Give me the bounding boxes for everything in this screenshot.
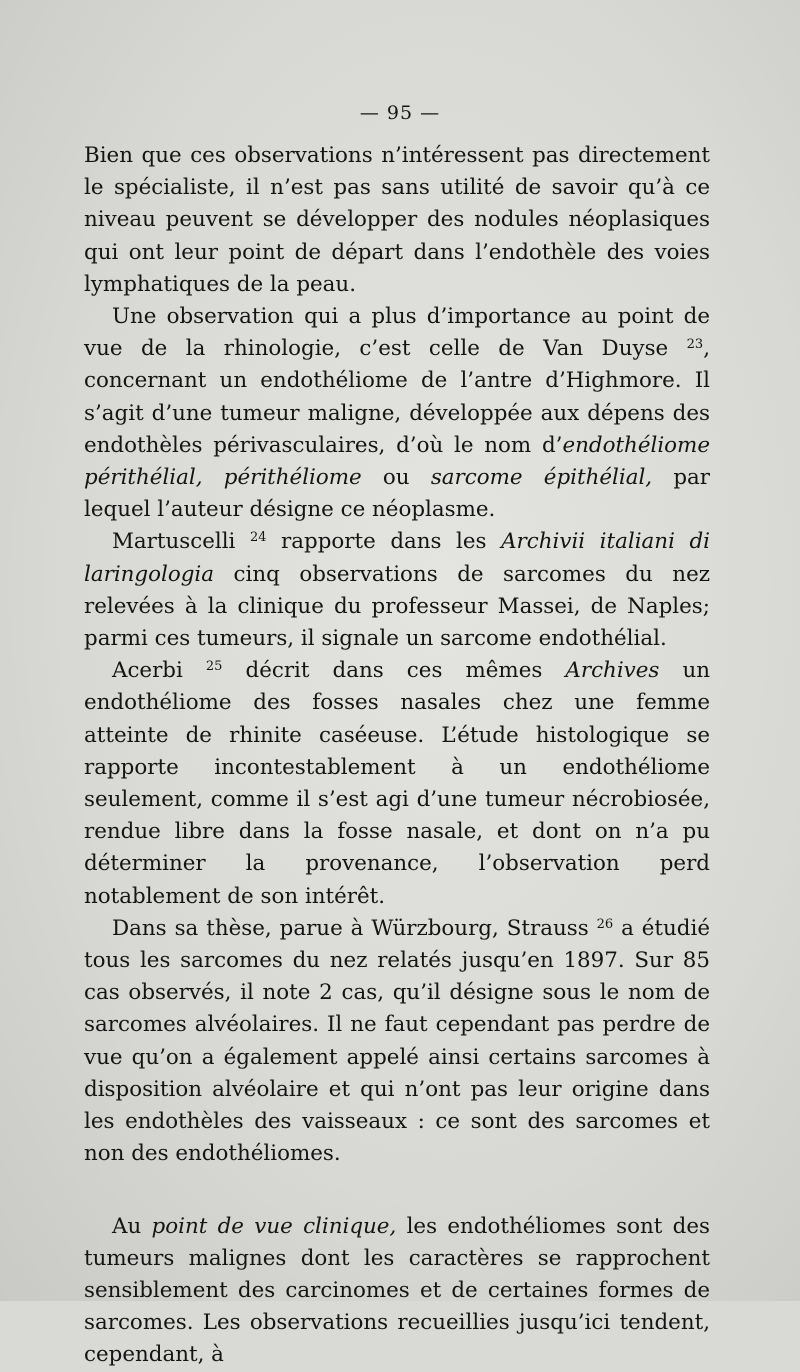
italic-text: endothéliome périthélial, périthéliome [84,432,710,491]
paragraph [84,913,710,1171]
italic-text: sarcome épithélial, [430,465,653,491]
paragraph [84,655,710,913]
italic-text: Archivii italiani di laringologia [84,529,710,587]
paragraph [84,301,710,526]
paragraph [84,1211,710,1372]
italic-text: point de vue clinique, [151,1213,397,1239]
text-segment: ou [361,465,431,491]
text-segment: cinq observations de sarcomes du nez relevées à la clinique du professeur Massei, de Naples; parmi ces tumeurs, il signale un sarcome endothélial. [84,561,710,652]
body-text [84,140,710,1372]
text-segment: Martuscelli [112,529,250,555]
footnote-reference: 26 [596,916,614,932]
footnote-reference: 23 [686,337,704,353]
text-segment: Dans sa thèse, parue à Würzbourg, Strauss [112,915,597,941]
paragraph [84,140,710,301]
text-segment: Au [112,1213,152,1239]
text-segment: a étudié tous les sarcomes du nez relatés jusqu’en 1897. Sur 85 cas observés, il note 2 cas, qu’il désigne sous le nom de sarcomes alvéolaires. Il ne faut cependant pas perdre de vue qu’on a également appelé ainsi certains sarcomes à disposition alvéolaire et qui n’ont pas leur origine dans les endothèles des vaisseaux : ce sont des sarcomes et non des endothéliomes. [84,915,711,1167]
text-segment: Bien que ces observations n’intéressent pas directement le spécialiste, il n’est pas sans utilité de savoir qu’à ce niveau peuvent se développer des nodules néoplasiques qui ont leur point de départ dans l’endothèle des voies lymphatiques de la peau. [84,143,710,297]
text-segment: , concernant un endothéliome de l’antre d’Highmore. Il s’agit d’une tumeur maligne, développée aux dépens des endothèles périvasculaires, d’où le nom d’ [84,336,710,458]
text-segment: par lequel l’auteur désigne ce néoplasme. [84,465,710,523]
footnote-reference: 24 [249,530,267,546]
text-segment: décrit dans ces mêmes [222,658,566,684]
italic-text: Archives [565,658,660,684]
paragraph [84,526,710,655]
page-number: — 95 — [359,102,441,124]
text-segment: rapporte dans les [266,529,502,555]
text-segment: Une observation qui a plus d’importance au point de vue de la rhinologie, c’est celle de Van Duyse [84,304,710,362]
text-segment: Acerbi [112,658,206,684]
text-segment: un endothéliome des fosses nasales chez une femme atteinte de rhinite caséeuse. L’étude histologique se rapporte incontestablement à un endothéliome seulement, comme il s’est agi d’une tumeur nécrobiosée, rendue libre dans la fosse nasale, et dont on n’a pu déterminer la provenance, l’observation perd notablement de son intérêt. [84,658,710,909]
footnote-reference: 25 [205,659,223,675]
text-segment: les endothéliomes sont des tumeurs malignes dont les caractères se rapprochent sensiblement des carcinomes et de certaines formes de sarcomes. Les observations recueillies jusqu’ici tendent, cependant, à [84,1213,711,1368]
